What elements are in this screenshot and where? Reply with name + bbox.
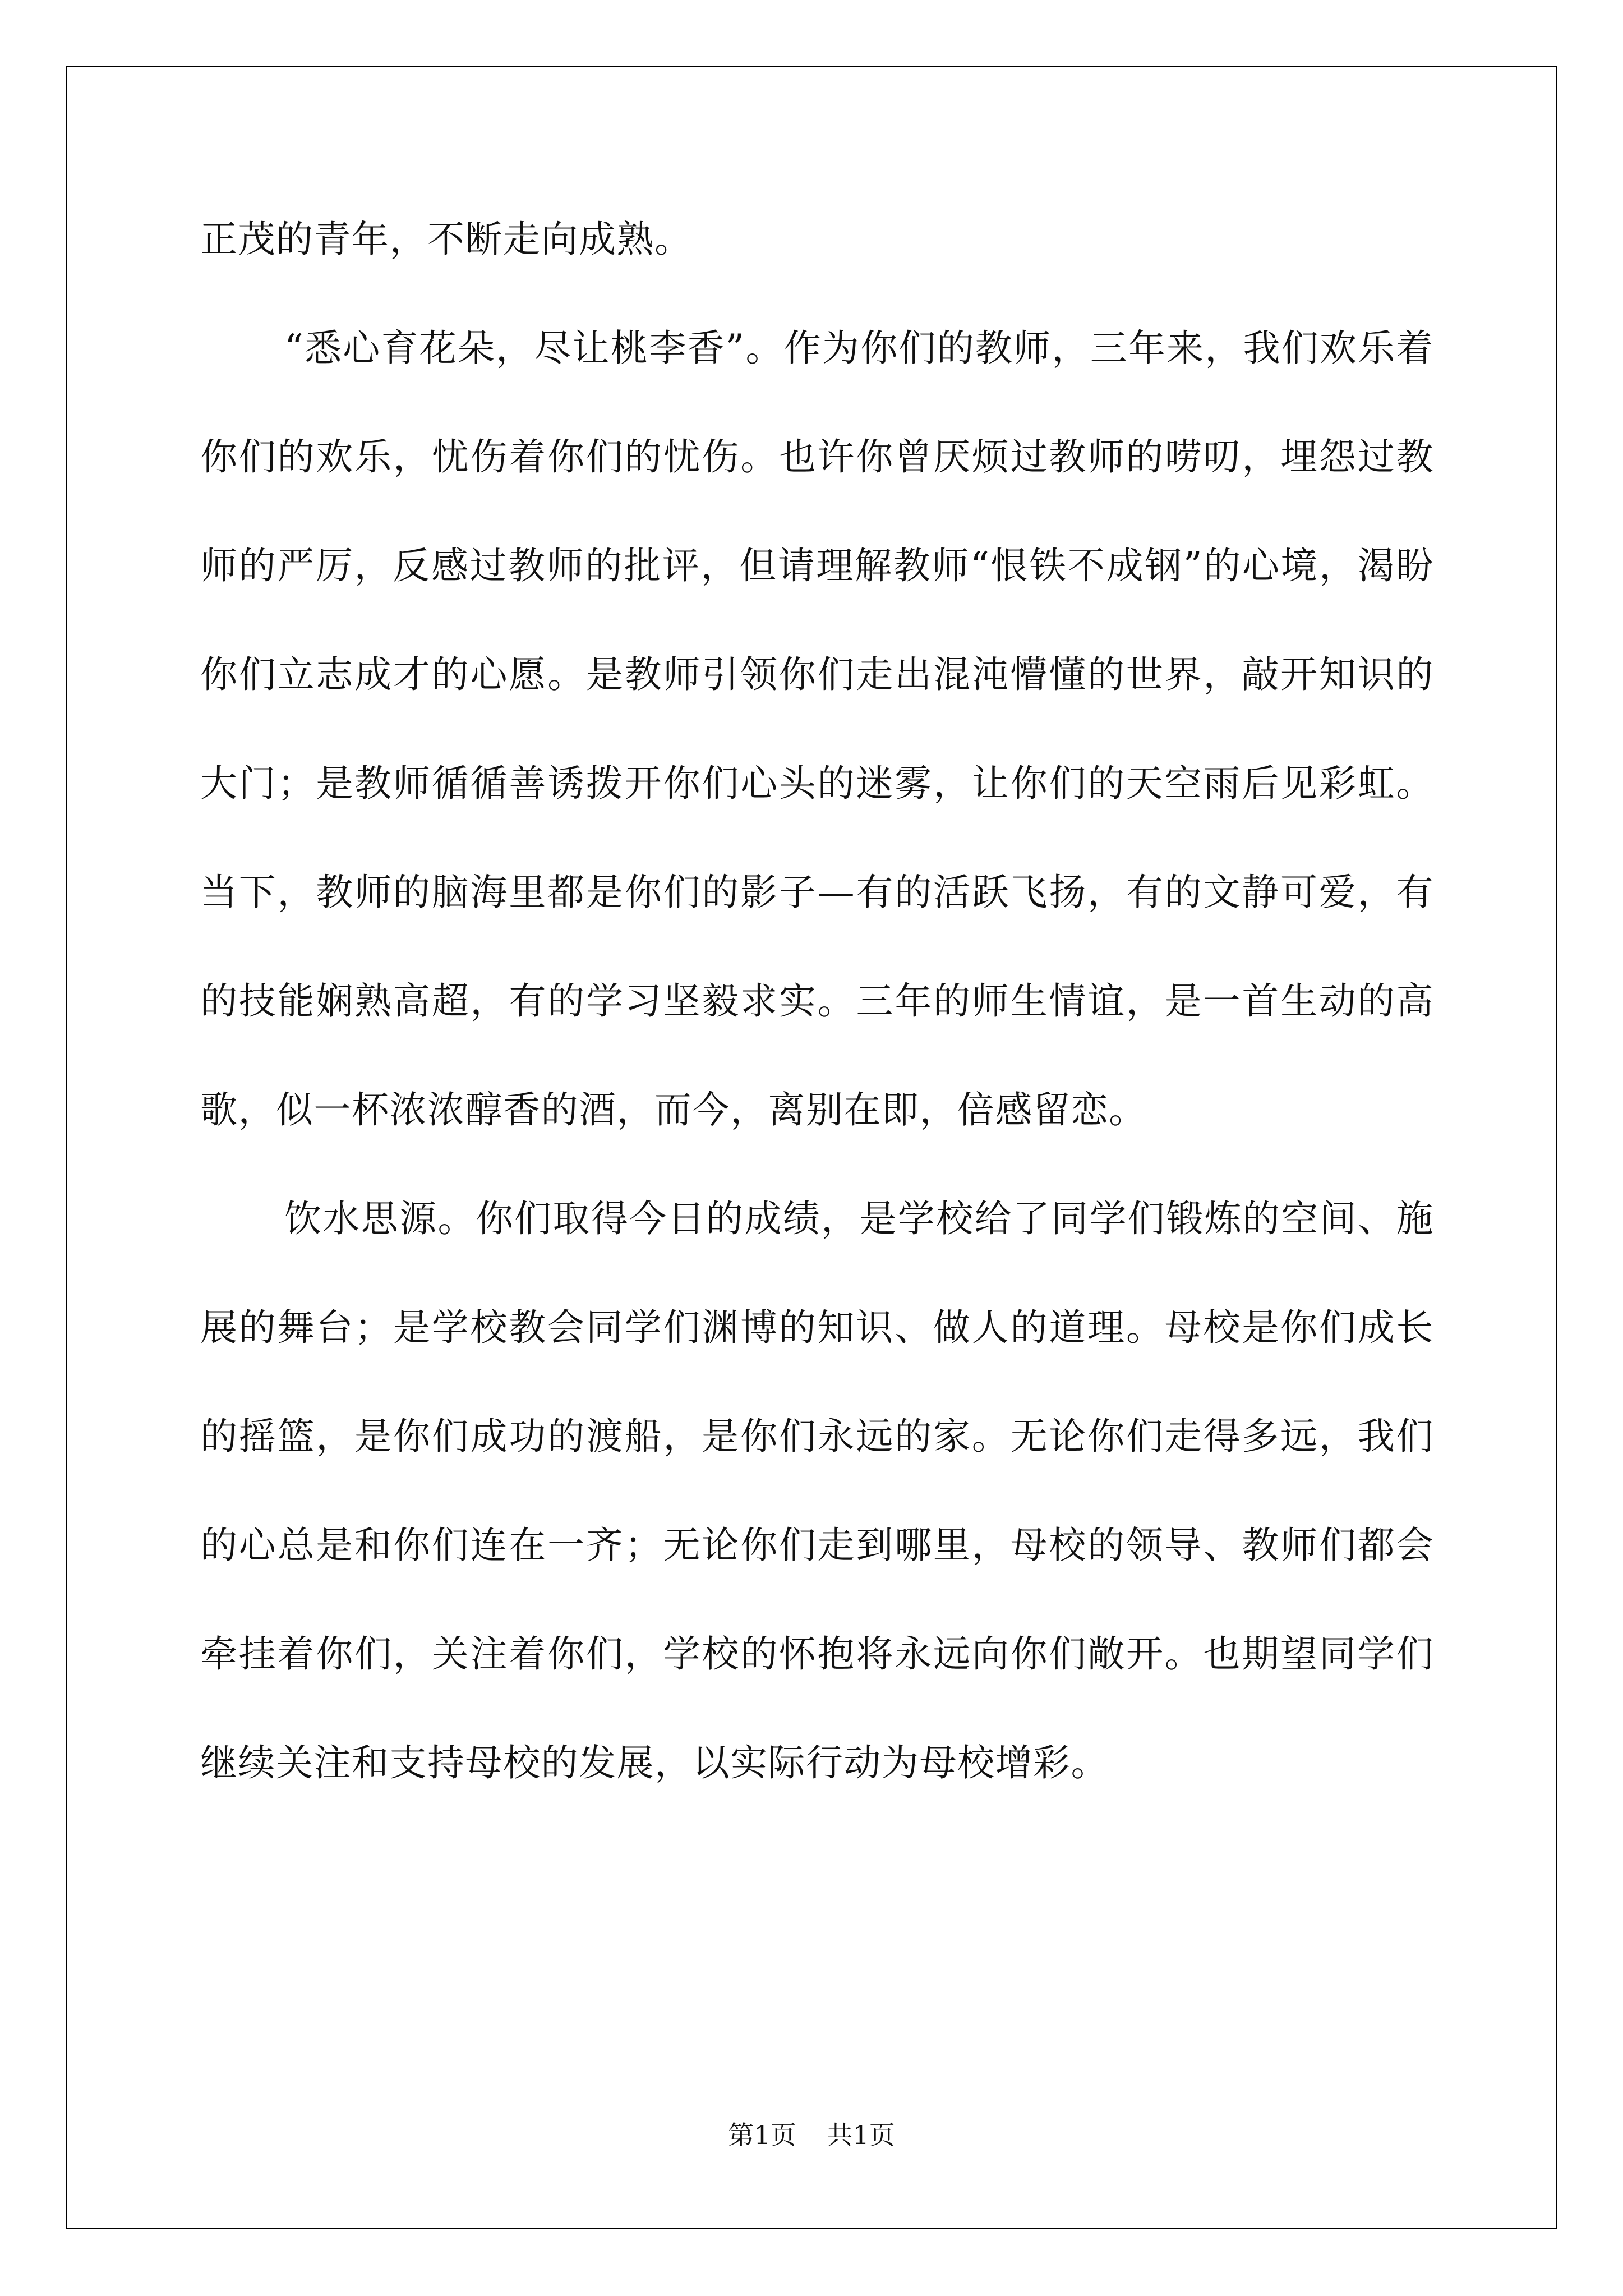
- page-total: 共1页: [827, 2120, 895, 2150]
- paragraph-1: 正茂的青年，不断走向成熟。: [200, 218, 693, 261]
- paragraph-2: “悉心育花朵，尽让桃李香”。作为你们的教师，三年来，我们欢乐着你们的欢乐，忧伤着你们的忧伤。也许你曾厌烦过教师的唠叨，埋怨过教师的严厉，反感过教师的批评，但请理解教师“恨铁不成钢”的心境，渴盼你们立志成才的心愿。是教师引领你们走出混沌懵懂的世界，敲开知识的大门；是教师循循善诱拨开你们心头的迷雾，让你们的天空雨后见彩虹。当下，教师的脑海里都是你们的影子—有的活跃飞扬，有的文静可爱，有的技能娴熟高超，有的学习坚毅求实。三年的师生情谊，是一首生动的高歌，似一杯浓浓醇香的酒，而今，离别在即，倍感留恋。: [200, 326, 1434, 1131]
- page-number: 第1页: [728, 2120, 796, 2150]
- paragraph-3: 饮水思源。你们取得今日的成绩，是学校给了同学们锻炼的空间、施展的舞台；是学校教会同学们渊博的知识、做人的道理。母校是你们成长的摇篮，是你们成功的渡船，是你们永远的家。无论你们走得多远，我们的心总是和你们连在一齐；无论你们走到哪里，母校的领导、教师们都会牵挂着你们，关注着你们，学校的怀抱将永远向你们敞开。也期望同学们继续关注和支持母校的发展，以实际行动为母校增彩。: [200, 1197, 1434, 1784]
- document-body: [200, 185, 1434, 1818]
- page-footer: [0, 2115, 1623, 2152]
